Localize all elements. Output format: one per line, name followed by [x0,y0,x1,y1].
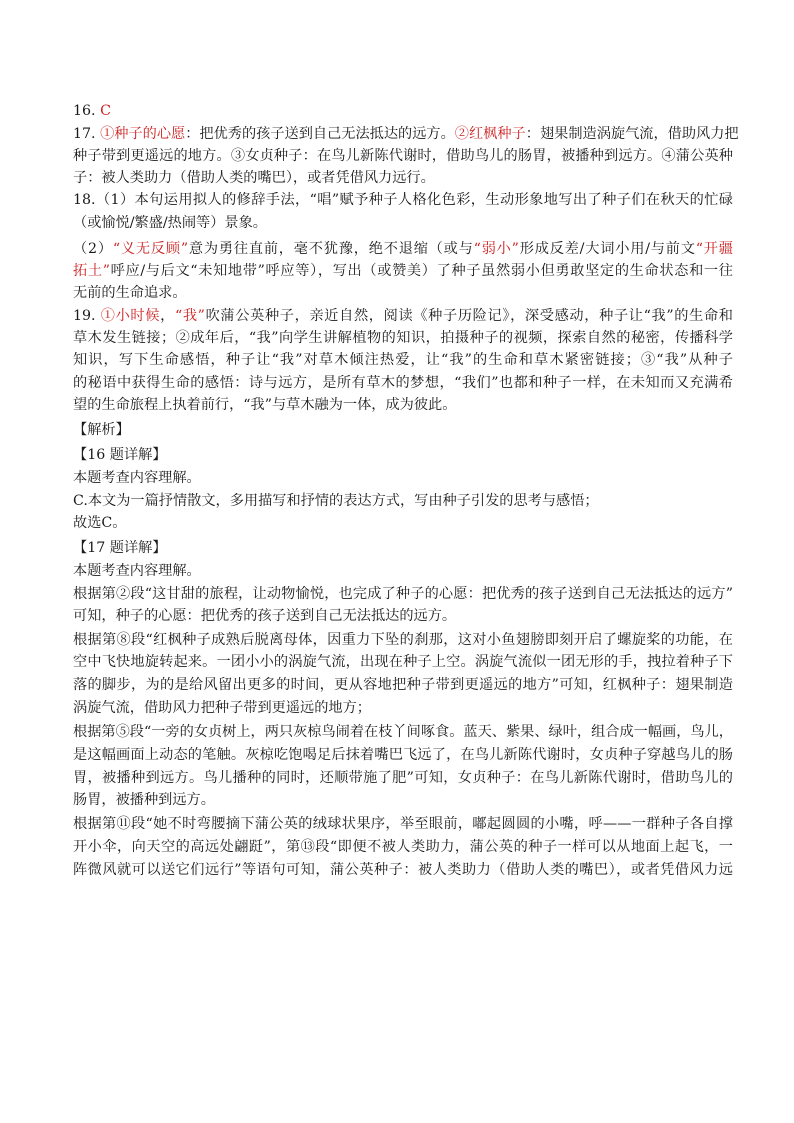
text-line [73,490,599,512]
text-line [73,836,733,858]
text-line [73,100,111,122]
highlighted-text: “义无反顾” [112,241,189,257]
text-line [73,349,733,371]
highlighted-text: ①种子的心愿 [100,126,186,142]
highlighted-text: “弱小” [473,241,519,257]
text-line [73,419,130,441]
text-line [73,327,733,349]
text-run: 【16 题详解】 [73,447,167,463]
text-run: 18.（1）本句运用拟人的修辞手法，“唱”赋予种子人格化色彩，生动形象地写出了种子们在秋天的忙碌 [73,192,733,208]
text-run: 根据第⑤段“一旁的女贞树上，两只灰椋鸟闹着在枝丫间啄食。蓝天、紫果、绿叶，组合成一幅画，鸟儿， [73,724,733,740]
text-line [73,537,167,559]
text-run: 肠胃，被播种到远方。 [73,792,215,808]
text-run: ：翅果制造涡旋气流，借助风力把 [525,126,739,142]
text-run: 根据第⑪段“她不时弯腰摘下蒲公英的绒球状果序，举至眼前，嘟起圆圆的小嘴，呼——一群种子各自撑 [73,816,733,832]
text-line [73,145,733,167]
text-run: 知识，写下生命感悟，种子让“我”对草木倾注热爱，让“我”的生命和草木紧密链接；③“我”从种子 [73,352,733,368]
text-line [73,583,733,605]
text-run: ：把优秀的孩子送到自己无法抵达的远方。 [185,126,455,142]
text-line [73,697,371,719]
highlighted-text: 拓土” [73,263,110,279]
text-line [73,394,456,416]
highlighted-text: “开疆 [695,241,733,257]
text-line [73,123,739,145]
text-line [73,629,733,651]
text-line [73,674,733,696]
text-line [73,305,733,327]
text-line [73,282,187,304]
text-run: 开小伞，向天空的高远处翩跹”，第⑬段“即便不被人类助力，蒲公英的种子一样可以从地面上起飞，一 [73,839,733,855]
text-run: 形成反差/大词小用/与前文 [518,241,696,257]
highlighted-text: “我” [174,308,205,324]
highlighted-text: ②红枫种子 [454,126,526,142]
text-run: 吹蒲公英种子，亲近自然，阅读《种子历险记》，深受感动，种子让“我”的生命和 [204,308,733,324]
highlighted-text: C [100,103,111,119]
text-run: 本题考查内容理解。 [73,470,201,486]
text-run: 【17 题详解】 [73,540,167,556]
text-line [73,189,733,211]
text-run: 望的生命旅程上执着前行，“我”与草木融为一体，成为彼此。 [73,397,457,413]
text-run: 本题考查内容理解。 [73,563,201,579]
text-line [73,813,733,835]
text-run: 16. [73,103,101,119]
text-run: ， [160,308,175,324]
text-run: 种子带到更遥远的地方。③女贞种子：在鸟儿新陈代谢时，借助鸟儿的肠胃，被播种到远方。④蒲公英种 [73,148,733,164]
text-run: 无前的生命追求。 [73,285,187,301]
text-line [73,444,167,466]
text-run: 空中飞快地旋转起来。一团小小的涡旋气流，出现在种子上空。涡旋气流似一团无形的手，拽拉着种子下 [73,654,733,670]
text-run: 子：被人类助力（借助人类的嘴巴），或者凭借风力远行。 [73,170,435,186]
text-run: 草木发生链接；②成年后，“我”向学生讲解植物的知识，拍摄种子的视频，探索自然的秘密，传播科学 [73,330,733,346]
text-run: 是这幅画面上动态的笔触。灰椋吃饱喝足后抹着嘴巴飞远了，在鸟儿新陈代谢时，女贞种子穿越鸟儿的肠 [73,747,733,763]
text-run: 17. [73,126,101,142]
text-run: 落的脚步，为的是给风留出更多的时间，更从容地把种子带到更遥远的地方”可知，红枫种子：翅果制造 [73,677,733,693]
text-run: 阵微风就可以送它们远行”等语句可知，蒲公英种子：被人类助力（借助人类的嘴巴），或者凭借风力远 [73,862,733,878]
text-line [73,372,733,394]
text-line [73,859,733,881]
text-line [73,467,201,489]
text-run: （或愉悦/繁盛/热闹等）景象。 [73,215,267,231]
text-run: 【解析】 [73,422,130,438]
text-run: 根据第⑧段“红枫种子成熟后脱离母体，因重力下坠的刹那，这对小鱼翅膀即刻开启了螺旋桨的功能，在 [73,632,733,648]
text-run: 19. [73,308,101,324]
text-run: （2） [73,241,113,257]
text-run: 涡旋气流，借助风力把种子带到更遥远的地方； [73,700,371,716]
text-run: C.本文为一篇抒情散文，多用描写和抒情的表达方式，写由种子引发的思考与感悟； [73,493,599,509]
text-run: 可知，种子的心愿：把优秀的孩子送到自己无法抵达的远方。 [73,608,457,624]
text-line [73,651,733,673]
text-line [73,721,733,743]
text-line [73,512,126,534]
text-run: 意为勇往直前，毫不犹豫，绝不退缩（或与 [188,241,474,257]
text-line [73,605,456,627]
text-run: 呼应/与后文“未知地带”呼应等），写出（或赞美）了种子虽然弱小但勇敢坚定的生命状态和一往 [109,263,733,279]
text-run: 根据第②段“这甘甜的旅程，让动物愉悦，也完成了种子的心愿：把优秀的孩子送到自己无法抵达的远方” [73,586,733,602]
text-line [73,238,733,260]
text-line [73,789,215,811]
text-run: 胃，被播种到远方。鸟儿播种的同时，还顺带施了肥”可知，女贞种子：在鸟儿新陈代谢时，借助鸟儿的 [73,770,733,786]
highlighted-text: ①小时候 [100,308,161,324]
text-run: 的秘语中获得生命的感悟：诗与远方，是所有草木的梦想，“我们”也都和种子一样，在未知而又充满希 [73,375,733,391]
text-line [73,767,733,789]
text-line [73,744,733,766]
text-run: 故选C。 [73,515,127,531]
text-line [73,560,201,582]
text-line [73,167,435,189]
text-line [73,260,733,282]
text-line [73,212,267,234]
